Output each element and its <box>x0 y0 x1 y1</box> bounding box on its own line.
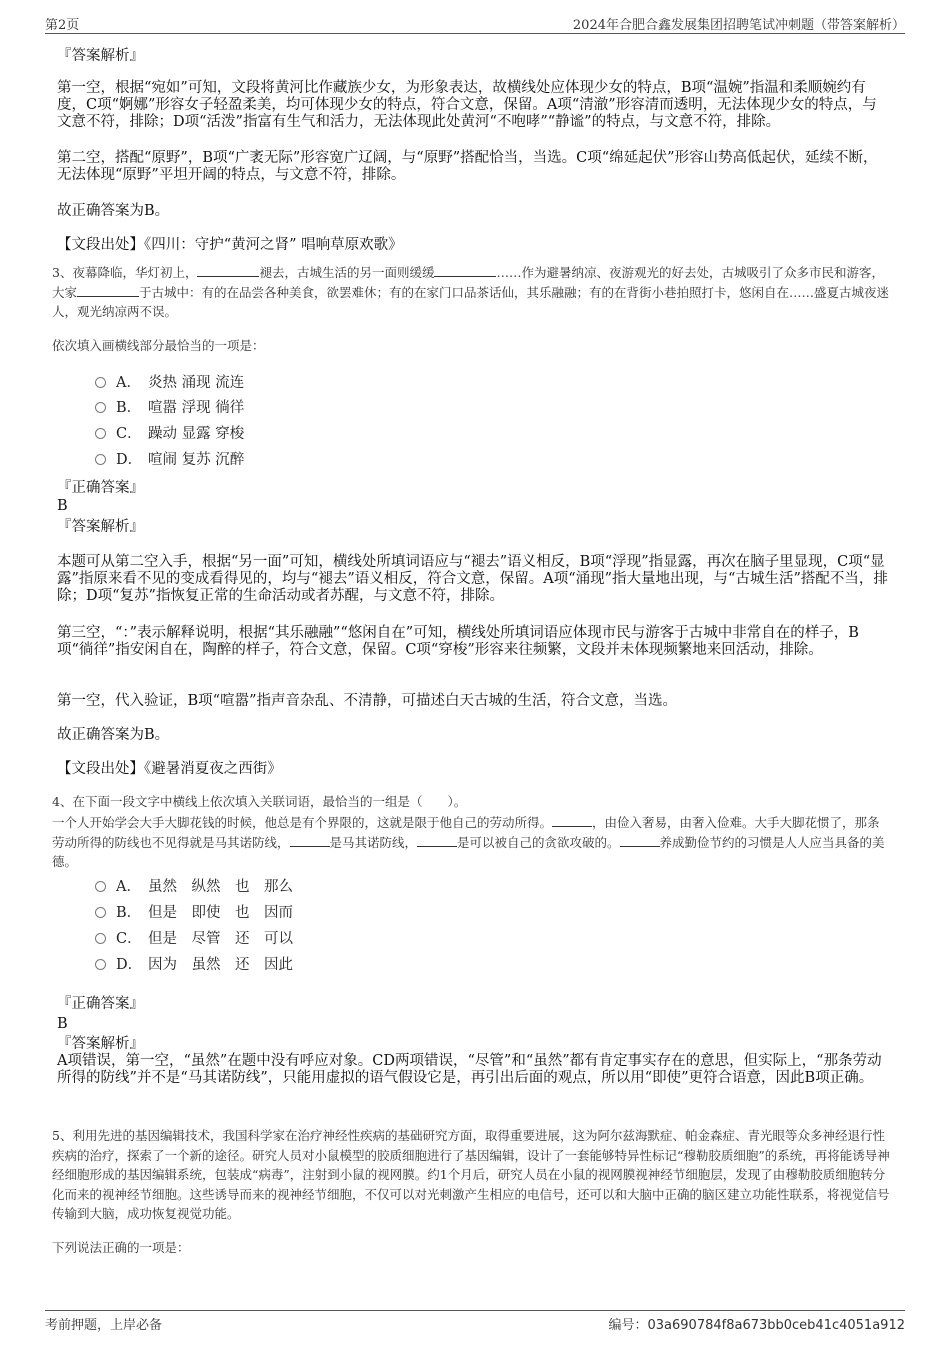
blank-1 <box>197 264 259 277</box>
q3-analysis-heading: 『答案解析』 <box>57 519 144 535</box>
radio-icon[interactable] <box>95 959 106 970</box>
q3-analysis-para1: 本题可从第二空入手，根据“另一面”可知，横线处所填词语应与“褪去”语义相反，B项“浮现”指显露，再次在脑子里显现，C项“显露”指原来看不见的变成看得见的，均与“褪去”语义相反，符合文意，保留。A项“涌现”指大量地出现，与“古城生活”搭配不当，排除；D项“复苏”指恢复正常的生命活动或者苏醒，与文意不符，排除。 <box>57 554 888 604</box>
page-number: 第2页 <box>45 18 80 33</box>
q2-conclusion: 故正确答案为B。 <box>57 203 170 219</box>
q3-conclusion: 故正确答案为B。 <box>57 727 170 743</box>
blank-4 <box>620 834 660 847</box>
q3-analysis-para2: 第三空，“：”表示解释说明，根据“其乐融融”“悠闲自在”可知，横线处所填词语应体现市民与游客于古城中非常自在的样子，B项“徜徉”指安闲自在，陶醉的样子，符合文意，保留。C项“穿梭”形容来往频繁，文段并未体现频繁地来回活动，排除。 <box>57 625 859 658</box>
q4-option-c[interactable]: C． 但是 尽管 还 可以 <box>95 929 293 949</box>
blank-3 <box>77 284 139 297</box>
q4-option-d[interactable]: D． 因为 虽然 还 因此 <box>95 955 293 975</box>
q3-answer-heading: 『正确答案』 <box>57 480 144 496</box>
blank-1 <box>552 814 592 827</box>
q3-option-c[interactable]: C． 躁动 显露 穿梭 <box>95 424 244 444</box>
radio-icon[interactable] <box>95 907 106 918</box>
q4-answer: B <box>57 1016 68 1032</box>
document-title: 2024年合肥合鑫发展集团招聘笔试冲刺题（带答案解析） <box>572 18 905 33</box>
q5-prompt: 下列说法正确的一项是： <box>52 1240 190 1255</box>
radio-icon[interactable] <box>95 454 106 465</box>
blank-2 <box>434 264 496 277</box>
q2-analysis-para1: 第一空，根据“宛如”可知，文段将黄河比作藏族少女，为形象表达，故横线处应体现少女的特点，B项“温婉”指温和柔顺婉约有度，C项“婀娜”形容女子轻盈柔美，均可体现少女的特点，符合文意，保留。A项“清澈”形容清而透明，无法体现少女的特点，与文意不符，排除；D项“活泼”指富有生气和活力，无法体现此处黄河“不咆哮”“静谧”的特点，与文意不符，排除。 <box>57 80 877 130</box>
header-divider <box>45 33 905 34</box>
page-header <box>45 14 905 32</box>
blank-2 <box>290 834 330 847</box>
q4-passage: 一个人开始学会大手大脚花钱的时候，他总是有个界限的，这就是限于他自己的劳动所得。 ，由俭入奢易，由奢入俭难。大手大脚花惯了，那条劳动所得的防线也不见得就是马其诺防线， 是马其诺防线， 是可以被自己的贪欲攻破的。 养成勤俭节约的习惯是人人应当具备的美德。 <box>52 815 885 869</box>
page-footer <box>45 1314 905 1332</box>
q3-answer: B <box>57 498 68 514</box>
q4-answer-heading: 『正确答案』 <box>57 996 144 1012</box>
q2-source: 【文段出处】《四川：守护“黄河之肾” 唱响草原欢歌》 <box>57 237 403 253</box>
radio-icon[interactable] <box>95 377 106 388</box>
blank-3 <box>417 834 457 847</box>
q3-analysis-para3: 第一空，代入验证，B项“喧嚣”指声音杂乱、不清静，可描述白天古城的生活，符合文意，当选。 <box>57 693 677 709</box>
q3-option-b[interactable]: B． 喧嚣 浮现 徜徉 <box>95 398 244 418</box>
q4-analysis-heading: 『答案解析』 <box>57 1036 144 1052</box>
radio-icon[interactable] <box>95 933 106 944</box>
q3-option-d[interactable]: D． 喧闹 复苏 沉醉 <box>95 450 244 470</box>
radio-icon[interactable] <box>95 881 106 892</box>
q2-analysis-heading: 『答案解析』 <box>57 48 144 64</box>
q4-analysis: A项错误，第一空，“虽然”在题中没有呼应对象。CD两项错误，“尽管”和“虽然”都有肯定事实存在的意思，但实际上，“那条劳动所得的防线”并不是“马其诺防线”，只能用虚拟的语气假设它是，再引出后面的观点，所以用“即使”更符合语意，因此B项正确。 <box>57 1053 882 1086</box>
radio-icon[interactable] <box>95 402 106 413</box>
q3-source: 【文段出处】《避暑消夏夜之西街》 <box>57 761 282 777</box>
q2-analysis-para2: 第二空，搭配“原野”，B项“广袤无际”形容宽广辽阔，与“原野”搭配恰当，当选。C项“绵延起伏”形容山势高低起伏，延续不断，无法体现“原野”平坦开阔的特点，与文意不符，排除。 <box>57 150 878 183</box>
q4-stem: 4、在下面一段文字中横线上依次填入关联词语，最恰当的一组是（ ）。 <box>52 794 467 809</box>
q3-stem: 3、夜幕降临，华灯初上， 褪去，古城生活的另一面则缓缓 ……作为避暑纳凉、夜游观光的好去处，古城吸引了众多市民和游客，大家 于古城中：有的在品尝各种美食，欲罢难休；有的在家门口品茶话仙，其乐融融；有的在背街小巷拍照打卡，悠闲自在……盛夏古城夜迷人，观光纳凉两不误。 <box>52 265 890 319</box>
q5-stem: 5、利用先进的基因编辑技术，我国科学家在治疗神经性疾病的基础研究方面，取得重要进展，这为阿尔兹海默症、帕金森症、青光眼等众多神经退行性疾病的治疗，探索了一个新的途径。研究人员对小鼠模型的胶质细胞进行了基因编辑，设计了一套能够特异性标记“穆勒胶质细胞”的系统，再将能诱导神经细胞形成的基因编辑系统，包装成“病毒”，注射到小鼠的视网膜。约1个月后，研究人员在小鼠的视网膜视神经节细胞层，发现了由穆勒胶质细胞转分化而来的视神经节细胞。这些诱导而来的视神经节细胞，不仅可以对光刺激产生相应的电信号，还可以和大脑中正确的脑区建立功能性联系，将视觉信号传输到大脑，成功恢复视觉功能。 <box>52 1128 890 1221</box>
document-id: 编号：03a690784f8a673bb0ceb41c4051a912 <box>608 1318 905 1333</box>
q4-option-b[interactable]: B． 但是 即使 也 因而 <box>95 903 293 923</box>
footer-divider <box>45 1310 905 1311</box>
q3-option-a[interactable]: A． 炎热 涌现 流连 <box>95 373 244 393</box>
q4-option-a[interactable]: A． 虽然 纵然 也 那么 <box>95 877 293 897</box>
footer-slogan: 考前押题，上岸必备 <box>45 1318 163 1333</box>
q3-prompt: 依次填入画横线部分最恰当的一项是： <box>52 338 265 353</box>
radio-icon[interactable] <box>95 428 106 439</box>
